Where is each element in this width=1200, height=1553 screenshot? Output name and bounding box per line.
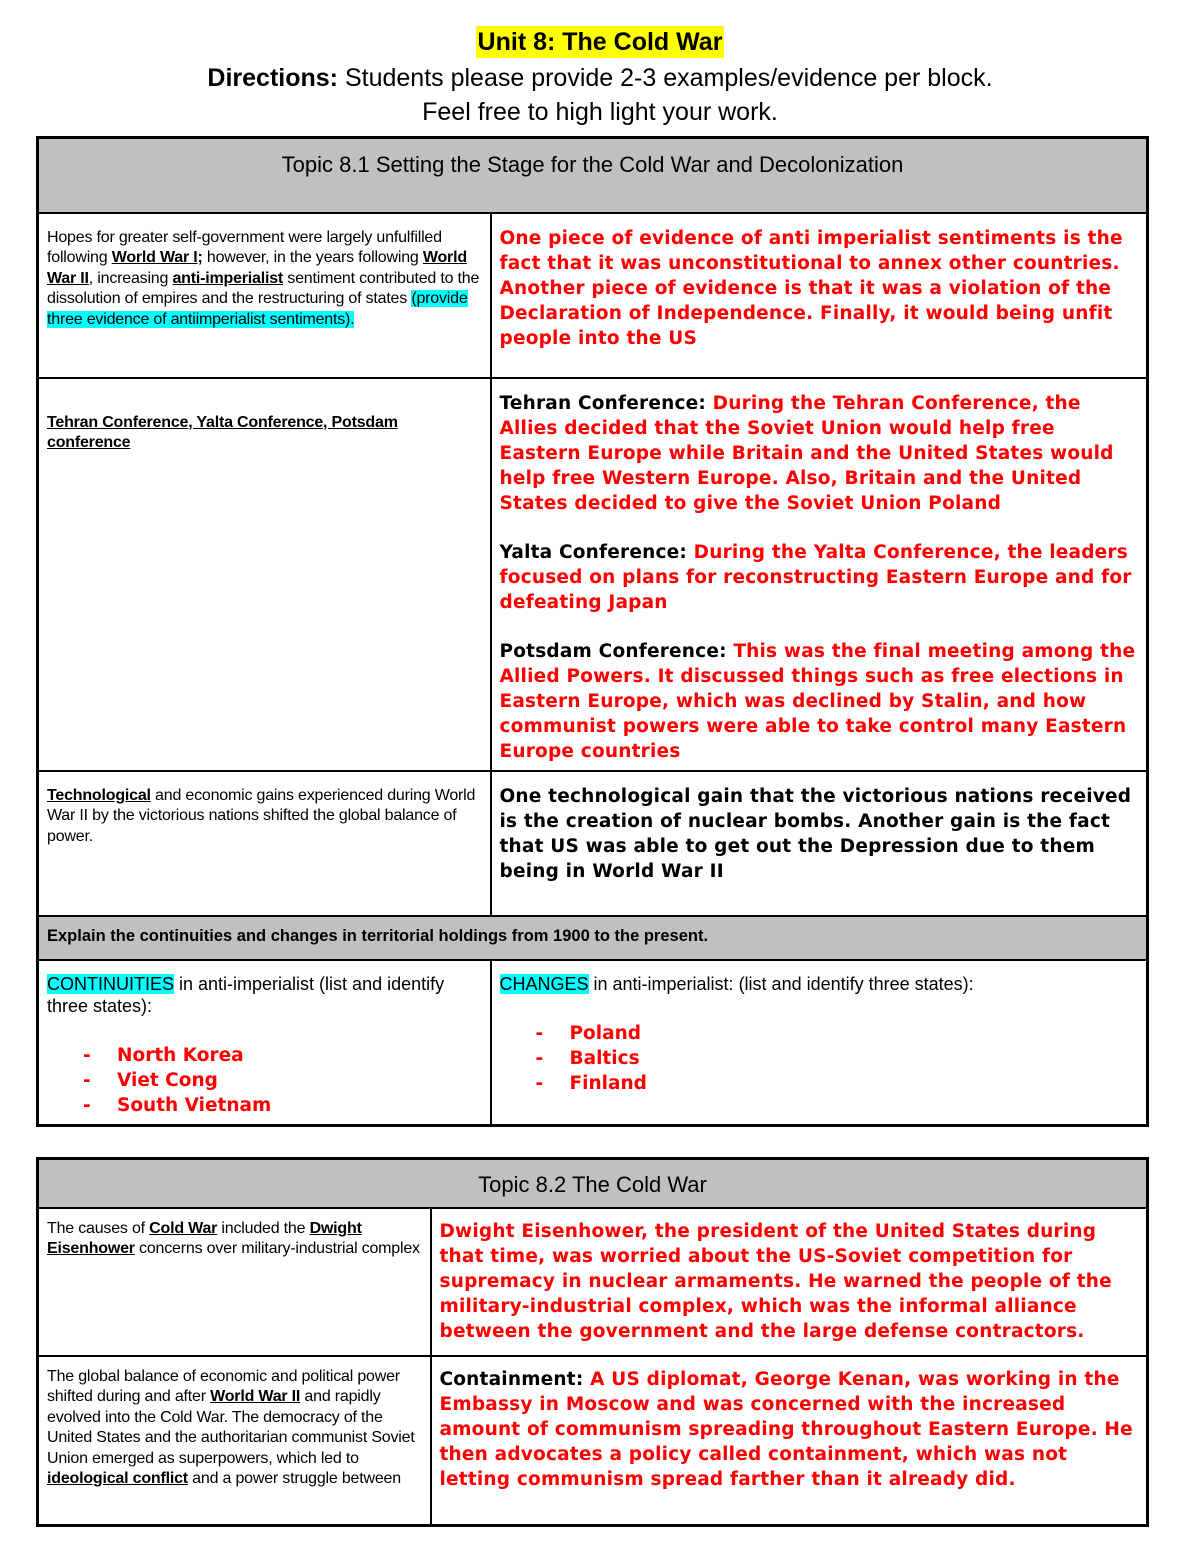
term-wwii: World War II: [210, 1388, 301, 1405]
prompt-text: and a power struggle between: [187, 1470, 401, 1487]
continuities-label: CONTINUITIES: [47, 973, 175, 994]
topic-8-2-heading: Topic 8.2 The Cold War: [38, 1159, 1148, 1208]
prompt-text: and rapidly evolved into the Cold War. The democracy of the United States and the authoritarian communist Soviet Union emerged as superpowers, which led to: [47, 1388, 415, 1467]
dash-bullet: -: [83, 1094, 91, 1116]
dash-bullet: -: [535, 1022, 544, 1044]
conferences-answer: [491, 378, 1148, 771]
page-header: [0, 26, 1200, 128]
dash-bullet: -: [535, 1072, 544, 1094]
page-title: Unit 8: The Cold War: [477, 28, 723, 56]
changes-label: CHANGES: [499, 973, 589, 994]
prompt-text: sentiment contributed to the dissolution of empires and the restructuring of states: [47, 269, 480, 307]
yalta-paragraph: [500, 540, 1139, 615]
list-item: [536, 1021, 1139, 1046]
anti-imperialism-answer: [491, 213, 1148, 378]
list-item-text: South Vietnam: [117, 1094, 272, 1116]
list-item: [83, 1093, 482, 1118]
highlighted-instruction: (provide three evidence of antiimperialist sentiments).: [47, 290, 468, 328]
dash-bullet: -: [83, 1044, 91, 1066]
directions-text: Students please provide 2-3 examples/evidence per block.: [338, 64, 993, 92]
answer-text: One piece of evidence of anti imperialist sentiments is the fact that it was unconstitutional to annex other countries. Another piece of evidence is that it was a violation of the Declaration of Independence. Finally, it would being unfit people into the US: [499, 227, 1123, 349]
term-ideological-conflict: ideological conflict: [47, 1470, 188, 1487]
changes-list: [500, 1021, 1139, 1096]
term-conferences: Tehran Conference, Yalta Conference, Potsdam conference: [47, 413, 398, 451]
directions-label: Directions:: [207, 64, 339, 92]
technology-prompt: [38, 771, 491, 916]
prompt-text: and economic gains experienced during World War II by the victorious nations shifted the global balance of power.: [47, 786, 476, 845]
term-anti-imperialist: anti-imperialist: [172, 269, 284, 287]
directions-line2: Feel free to high light your work.: [422, 98, 778, 126]
prompt-text: however, in the years following: [202, 249, 423, 266]
term-technological: Technological: [47, 786, 151, 804]
prompt-text: Hopes for greater self-government were largely unfulfilled following: [47, 228, 442, 266]
prompt-text: The global balance of economic and political power shifted during and after: [47, 1367, 400, 1405]
list-item-text: Poland: [569, 1022, 642, 1044]
continuities-list: [47, 1043, 482, 1118]
list-item: [83, 1068, 482, 1093]
list-item-text: Baltics: [569, 1047, 640, 1069]
dash-bullet: -: [83, 1069, 91, 1091]
potsdam-paragraph: [500, 639, 1139, 764]
yalta-label: Yalta Conference:: [499, 541, 687, 563]
potsdam-label: Potsdam Conference:: [499, 640, 727, 662]
prompt-text: included the: [217, 1219, 310, 1237]
term-wwii: World War II: [47, 249, 467, 287]
containment-answer: [431, 1356, 1148, 1526]
changes-cell: [491, 960, 1148, 1126]
tehran-paragraph: [500, 391, 1139, 516]
list-item: [536, 1071, 1139, 1096]
technology-answer: [491, 771, 1148, 916]
prompt-text: , increasing: [88, 269, 173, 287]
changes-text: in anti-imperialist: (list and identify three states):: [588, 973, 974, 994]
prompt-text: The causes of: [47, 1219, 150, 1237]
conferences-prompt: [38, 378, 491, 771]
superpowers-prompt: [38, 1356, 431, 1526]
potsdam-text: This was the final meeting among the Allied Powers. It discussed things such as free elections in Eastern Europe, which was declined by Stalin, and how communist powers were able to take control many Eastern Europe countries: [499, 640, 1136, 762]
continuities-cell: [38, 960, 491, 1126]
list-item: [83, 1043, 482, 1068]
dash-bullet: -: [535, 1047, 544, 1069]
prompt-text: concerns over military-industrial complex: [134, 1240, 420, 1257]
containment-text: A US diplomat, George Kenan, was working in the Embassy in Moscow and was concerned with the increased amount of communism spreading throughout Eastern Europe. He then advocates a policy called containment, which was not letting communism spread farther than it already did.: [439, 1368, 1133, 1490]
directions: [0, 60, 1200, 96]
tehran-text: During the Tehran Conference, the Allies decided that the Soviet Union would help free Eastern Europe while Britain and the United States would help free Western Europe. Also, Britain and the United States decided to give the Soviet Union Poland: [499, 392, 1114, 514]
containment-label: Containment:: [439, 1368, 584, 1390]
term-cold-war: Cold War: [149, 1219, 218, 1237]
eisenhower-answer: [431, 1208, 1148, 1356]
topic-8-2-table: [36, 1157, 1149, 1527]
tehran-label: Tehran Conference:: [499, 392, 707, 414]
term-dwight-eisenhower: Dwight Eisenhower: [47, 1219, 362, 1257]
topic-8-1-heading: Topic 8.1 Setting the Stage for the Cold War and Decolonization: [38, 138, 1148, 213]
list-item-text: Finland: [569, 1072, 647, 1094]
list-item-text: North Korea: [117, 1044, 244, 1066]
list-item-text: Viet Cong: [117, 1069, 218, 1091]
explain-prompt: Explain the continuities and changes in territorial holdings from 1900 to the present.: [38, 916, 1148, 960]
anti-imperialism-prompt: [38, 213, 491, 378]
answer-text: One technological gain that the victorious nations received is the creation of nuclear bombs. Another gain is the fact that US was able to get out the Depression due to them being in World War II: [499, 785, 1132, 882]
topic-8-1-table: [36, 136, 1149, 1127]
answer-text: Dwight Eisenhower, the president of the United States during that time, was worried about the US-Soviet competition for supremacy in nuclear armaments. He warned the people of the military-industrial complex, which was the informal alliance between the government and the large defense contractors.: [439, 1220, 1112, 1342]
list-item: [536, 1046, 1139, 1071]
term-wwi: World War I;: [111, 249, 203, 266]
continuities-text: in anti-imperialist (list and identify three states):: [47, 973, 445, 1016]
yalta-text: During the Yalta Conference, the leaders focused on plans for reconstructing Eastern Europe and for defeating Japan: [499, 541, 1132, 613]
eisenhower-prompt: [38, 1208, 431, 1356]
